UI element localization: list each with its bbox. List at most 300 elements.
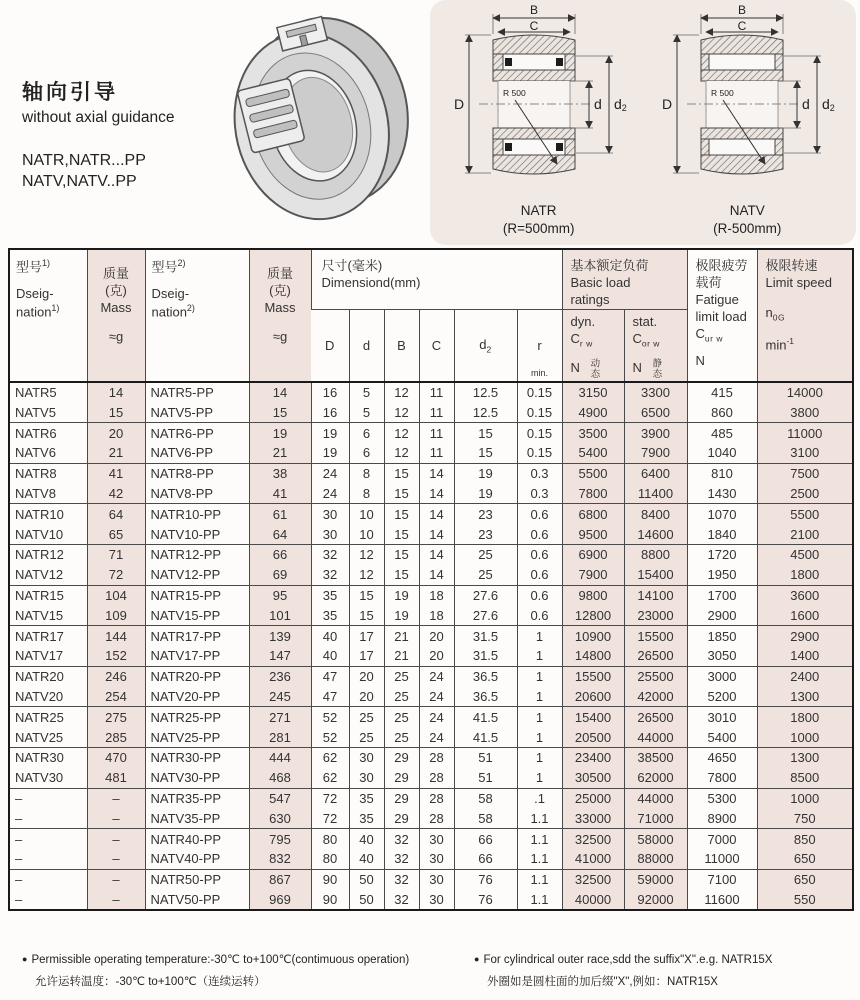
value-cell: 415 — [687, 382, 757, 402]
designation-cell: NATV5-PP — [145, 402, 249, 422]
value-cell: 1720 — [687, 545, 757, 565]
value-cell: 76 — [454, 869, 517, 889]
value-cell: 810 — [687, 463, 757, 483]
designation-cell: NATR5 — [15, 385, 57, 401]
value-cell: 9800 — [562, 585, 624, 605]
value-cell: 4900 — [562, 402, 624, 422]
designation-cell: – — [9, 829, 87, 849]
table-row — [9, 463, 853, 483]
designation-cell: NATR8-PP — [145, 463, 249, 483]
value-cell: 23400 — [562, 748, 624, 768]
value-cell: 4500 — [757, 545, 853, 565]
value-cell: 650 — [757, 869, 853, 889]
table-row — [9, 768, 853, 788]
value-cell: 88000 — [624, 849, 687, 869]
value-cell: 50 — [349, 869, 384, 889]
value-cell: 5400 — [562, 443, 624, 463]
value-cell: 0.15 — [517, 402, 562, 422]
value-cell: 14600 — [624, 524, 687, 544]
value-cell: 72 — [311, 808, 349, 828]
designation-cell: NATR10 — [9, 504, 87, 524]
value-cell: 485 — [687, 423, 757, 443]
value-cell: 11000 — [757, 423, 853, 443]
value-cell: 24 — [419, 687, 454, 707]
value-cell: 860 — [687, 402, 757, 422]
value-cell: 20 — [349, 687, 384, 707]
value-cell: 17 — [349, 626, 384, 646]
designation-cell: NATR5-PP — [145, 382, 249, 402]
value-cell: 3100 — [757, 443, 853, 463]
value-cell: 0.6 — [517, 585, 562, 605]
value-cell: 7800 — [562, 484, 624, 504]
value-cell: 29 — [384, 808, 419, 828]
value-cell: 36.5 — [454, 666, 517, 686]
value-cell: 30 — [419, 869, 454, 889]
value-cell: 18 — [419, 605, 454, 625]
natr-cross-section — [441, 4, 637, 206]
value-cell: 285 — [87, 727, 145, 747]
value-cell: 0.15 — [517, 382, 562, 402]
value-cell: 236 — [249, 666, 311, 686]
value-cell: 11 — [419, 443, 454, 463]
value-cell: 5500 — [757, 504, 853, 524]
value-cell: 32 — [384, 829, 419, 849]
dim-label-b: B — [738, 4, 747, 17]
value-cell: 25 — [384, 727, 419, 747]
value-cell: 19 — [249, 423, 311, 443]
designation-cell: NATV10 — [15, 526, 64, 542]
value-cell: 15 — [454, 423, 517, 443]
series-line-natv: NATV,NATV..PP — [22, 172, 137, 190]
dim-label-c: C — [737, 19, 747, 33]
value-cell: 62 — [311, 748, 349, 768]
value-cell: 65 — [87, 524, 145, 544]
value-cell: 14000 — [757, 382, 853, 402]
table-row — [9, 829, 853, 849]
value-cell: 25 — [349, 707, 384, 727]
table-row — [9, 402, 853, 422]
value-cell: 1 — [517, 707, 562, 727]
table-row — [9, 707, 853, 727]
value-cell: 109 — [87, 605, 145, 625]
table-row — [9, 565, 853, 585]
value-cell: 630 — [249, 808, 311, 828]
value-cell: 15 — [249, 402, 311, 422]
value-cell: 0.6 — [517, 504, 562, 524]
designation-cell: NATV17 — [15, 648, 64, 664]
value-cell: 66 — [454, 829, 517, 849]
table-row — [9, 504, 853, 524]
designation-cell: NATV40-PP — [145, 849, 249, 869]
designation-cell: NATR20 — [9, 666, 87, 686]
value-cell: 38500 — [624, 748, 687, 768]
value-cell: 72 — [87, 565, 145, 585]
value-cell: 40 — [311, 646, 349, 666]
value-cell: 35 — [311, 585, 349, 605]
table-row — [9, 748, 853, 768]
value-cell: 15 — [384, 463, 419, 483]
value-cell: 0.3 — [517, 484, 562, 504]
value-cell: 20 — [349, 666, 384, 686]
value-cell: 245 — [249, 687, 311, 707]
value-cell: 1.1 — [517, 808, 562, 828]
value-cell: 19 — [384, 585, 419, 605]
value-cell: 41.5 — [454, 727, 517, 747]
value-cell: 10900 — [562, 626, 624, 646]
value-cell: 71000 — [624, 808, 687, 828]
value-cell: 28 — [419, 748, 454, 768]
header-col-d2: $d_2$ — [454, 309, 517, 382]
designation-cell: NATV6-PP — [145, 443, 249, 463]
bearing-body — [213, 2, 430, 236]
designation-cell: NATR8 — [9, 463, 87, 483]
value-cell: 50 — [349, 890, 384, 910]
value-cell: 80 — [311, 829, 349, 849]
value-cell: 6500 — [624, 402, 687, 422]
value-cell: 51 — [454, 768, 517, 788]
dim-label-d: d — [802, 96, 811, 112]
designation-cell: NATV20-PP — [145, 687, 249, 707]
value-cell: 3010 — [687, 707, 757, 727]
value-cell: 750 — [757, 808, 853, 828]
value-cell: 41 — [249, 484, 311, 504]
value-cell: 66 — [454, 849, 517, 869]
value-cell: 5300 — [687, 788, 757, 808]
value-cell: 2100 — [757, 524, 853, 544]
value-cell: 21 — [384, 646, 419, 666]
natv-caption-radius: (R-500mm) — [713, 220, 782, 236]
value-cell: 47 — [311, 666, 349, 686]
value-cell: 40000 — [562, 890, 624, 910]
value-cell: 444 — [249, 748, 311, 768]
value-cell: 58 — [454, 808, 517, 828]
value-cell: 5200 — [687, 687, 757, 707]
table-row — [9, 545, 853, 565]
value-cell: 101 — [249, 605, 311, 625]
designation-cell: NATV50-PP — [145, 890, 249, 910]
value-cell: 470 — [87, 748, 145, 768]
designation-cell: NATV30 — [15, 770, 64, 786]
value-cell: 104 — [87, 585, 145, 605]
value-cell: 0.6 — [517, 545, 562, 565]
value-cell: 14 — [419, 565, 454, 585]
designation-cell: NATV25 — [15, 729, 64, 745]
header-col-D: D — [311, 309, 349, 382]
value-cell: 11600 — [687, 890, 757, 910]
value-cell: 15500 — [624, 626, 687, 646]
value-cell: 29 — [384, 788, 419, 808]
value-cell: 25 — [384, 666, 419, 686]
value-cell: 1 — [517, 646, 562, 666]
value-cell: – — [87, 890, 145, 910]
value-cell: 11000 — [687, 849, 757, 869]
diagram-panel — [430, 0, 856, 245]
value-cell: 0.6 — [517, 524, 562, 544]
value-cell: 8900 — [687, 808, 757, 828]
value-cell: 8500 — [757, 768, 853, 788]
value-cell: 25500 — [624, 666, 687, 686]
value-cell: 1 — [517, 687, 562, 707]
value-cell: 1840 — [687, 524, 757, 544]
value-cell: 30500 — [562, 768, 624, 788]
designation-cell: NATR20-PP — [145, 666, 249, 686]
designation-cell: NATV35-PP — [145, 808, 249, 828]
dim-label-d2: d2 — [613, 96, 627, 113]
series-line-natr: NATR,NATR...PP — [22, 152, 146, 169]
value-cell: 29 — [384, 748, 419, 768]
value-cell: 3600 — [757, 585, 853, 605]
value-cell: 15 — [349, 605, 384, 625]
value-cell: 10 — [349, 524, 384, 544]
value-cell: 11 — [419, 423, 454, 443]
series-designations — [22, 151, 175, 193]
designation-cell: NATR12-PP — [145, 545, 249, 565]
value-cell: 66 — [249, 545, 311, 565]
value-cell: 3500 — [562, 423, 624, 443]
table-row — [9, 443, 853, 463]
value-cell: 867 — [249, 869, 311, 889]
value-cell: 25 — [384, 707, 419, 727]
value-cell: 21 — [249, 443, 311, 463]
value-cell: 15500 — [562, 666, 624, 686]
value-cell: 36.5 — [454, 687, 517, 707]
table-row — [9, 423, 853, 443]
value-cell: 20 — [87, 423, 145, 443]
value-cell: 14 — [419, 463, 454, 483]
r500-label: R 500 — [711, 88, 734, 98]
value-cell: 0.15 — [517, 423, 562, 443]
value-cell: 51 — [454, 748, 517, 768]
value-cell: 139 — [249, 626, 311, 646]
table-row — [9, 687, 853, 707]
value-cell: 30 — [419, 829, 454, 849]
value-cell: 3000 — [687, 666, 757, 686]
value-cell: 31.5 — [454, 626, 517, 646]
value-cell: 12.5 — [454, 382, 517, 402]
designation-cell: NATV10-PP — [145, 524, 249, 544]
value-cell: 1 — [517, 768, 562, 788]
value-cell: 58 — [454, 788, 517, 808]
value-cell: – — [87, 829, 145, 849]
value-cell: 20 — [419, 646, 454, 666]
value-cell: 35 — [311, 605, 349, 625]
value-cell: 650 — [757, 849, 853, 869]
value-cell: 481 — [87, 768, 145, 788]
value-cell: 2900 — [687, 605, 757, 625]
value-cell: 1.1 — [517, 869, 562, 889]
value-cell: 3050 — [687, 646, 757, 666]
value-cell: 95 — [249, 585, 311, 605]
value-cell: 144 — [87, 626, 145, 646]
diagram-natr — [439, 4, 639, 237]
header-col-C: C — [419, 309, 454, 382]
value-cell: 271 — [249, 707, 311, 727]
value-cell: 4650 — [687, 748, 757, 768]
value-cell: 0.3 — [517, 463, 562, 483]
header-col-B: B — [384, 309, 419, 382]
value-cell: 32 — [311, 545, 349, 565]
value-cell: 35 — [349, 788, 384, 808]
header-limit-speed: 极限转速 Limit speed $n_{0G}$ $\min^{-1}$ — [757, 249, 853, 382]
table-row — [9, 808, 853, 828]
value-cell: 30 — [311, 504, 349, 524]
value-cell: 52 — [311, 727, 349, 747]
value-cell: 92000 — [624, 890, 687, 910]
note-temperature — [22, 950, 458, 994]
value-cell: 14 — [419, 545, 454, 565]
designation-cell: NATR15-PP — [145, 585, 249, 605]
value-cell: 19 — [454, 484, 517, 504]
value-cell: 25000 — [562, 788, 624, 808]
header-col-stat: stat. $C_{or w}$ N 静态 — [624, 309, 687, 382]
value-cell: 33000 — [562, 808, 624, 828]
value-cell: 44000 — [624, 788, 687, 808]
dim-label-D: D — [662, 96, 673, 112]
value-cell: 1040 — [687, 443, 757, 463]
value-cell: 40 — [349, 849, 384, 869]
value-cell: 1.1 — [517, 890, 562, 910]
table-row — [9, 585, 853, 605]
bearing-3d-svg — [205, 2, 440, 242]
value-cell: 38 — [249, 463, 311, 483]
value-cell: 32 — [384, 849, 419, 869]
table-row — [9, 605, 853, 625]
value-cell: 90 — [311, 869, 349, 889]
value-cell: 15 — [384, 504, 419, 524]
value-cell: – — [87, 788, 145, 808]
value-cell: 32500 — [562, 869, 624, 889]
value-cell: 6 — [349, 443, 384, 463]
value-cell: 1950 — [687, 565, 757, 585]
value-cell: 20 — [419, 626, 454, 646]
header-mass-2: 质量 (克) Mass ≈g — [249, 249, 311, 382]
value-cell: 6 — [349, 423, 384, 443]
header-mass-1: 质量 (克) Mass ≈g — [87, 249, 145, 382]
value-cell: 58000 — [624, 829, 687, 849]
designation-cell: NATV5 — [15, 404, 56, 420]
header-fatigue-limit-load: 极限疲劳 载荷 Fatigue limit load $C_{ur w}$ N — [687, 249, 757, 382]
value-cell: 254 — [87, 687, 145, 707]
value-cell: 27.6 — [454, 585, 517, 605]
value-cell: 61 — [249, 504, 311, 524]
title-block — [22, 76, 175, 193]
value-cell: 26500 — [624, 707, 687, 727]
value-cell: 28 — [419, 768, 454, 788]
value-cell: 3800 — [757, 402, 853, 422]
value-cell: 1 — [517, 748, 562, 768]
note-temperature-en: ● Permissible operating temperature:-30℃ to+100℃(contimuous operation) — [22, 954, 410, 966]
value-cell: 468 — [249, 768, 311, 788]
value-cell: 15400 — [562, 707, 624, 727]
designation-cell: NATV6 — [15, 445, 56, 461]
value-cell: 15 — [384, 545, 419, 565]
header-col-dyn: dyn. $C_{r w}$ N 动态 — [562, 309, 624, 382]
value-cell: 24 — [311, 463, 349, 483]
value-cell: 42000 — [624, 687, 687, 707]
value-cell: 44000 — [624, 727, 687, 747]
value-cell: 30 — [349, 748, 384, 768]
value-cell: 27.6 — [454, 605, 517, 625]
designation-cell: NATR15 — [9, 585, 87, 605]
designation-cell: NATV30-PP — [145, 768, 249, 788]
designation-cell: NATR25 — [9, 707, 87, 727]
value-cell: 14100 — [624, 585, 687, 605]
designation-cell: NATR50-PP — [145, 869, 249, 889]
value-cell: 1000 — [757, 727, 853, 747]
value-cell: 8 — [349, 463, 384, 483]
value-cell: 1430 — [687, 484, 757, 504]
value-cell: 15 — [454, 443, 517, 463]
value-cell: 14 — [87, 382, 145, 402]
designation-cell: NATV12 — [15, 567, 64, 583]
table-row — [9, 382, 853, 402]
value-cell: 1300 — [757, 687, 853, 707]
value-cell: 32500 — [562, 829, 624, 849]
value-cell: 11 — [419, 402, 454, 422]
value-cell: 64 — [87, 504, 145, 524]
value-cell: 8800 — [624, 545, 687, 565]
designation-cell: NATV8-PP — [145, 484, 249, 504]
table-row — [9, 727, 853, 747]
value-cell: 19 — [384, 605, 419, 625]
designation-cell: NATV25-PP — [145, 727, 249, 747]
value-cell: 1300 — [757, 748, 853, 768]
value-cell: 5400 — [687, 727, 757, 747]
value-cell: 30 — [419, 849, 454, 869]
value-cell: 20500 — [562, 727, 624, 747]
table-row — [9, 524, 853, 544]
table-row — [9, 788, 853, 808]
designation-cell: NATR17-PP — [145, 626, 249, 646]
value-cell: 69 — [249, 565, 311, 585]
value-cell: 20600 — [562, 687, 624, 707]
header-col-r: r min. — [517, 309, 562, 382]
designation-cell: NATV15 — [15, 607, 64, 623]
value-cell: 15 — [349, 585, 384, 605]
designation-cell: – — [9, 788, 87, 808]
designation-cell: – — [15, 810, 23, 826]
footnotes — [22, 950, 844, 994]
designation-cell: NATR6-PP — [145, 423, 249, 443]
value-cell: 1 — [517, 626, 562, 646]
page-title-chinese: 轴向引导 — [22, 81, 118, 104]
value-cell: 15 — [384, 524, 419, 544]
header-dimensions: 尺寸(毫米) Dimensiond(mm) — [311, 249, 562, 309]
value-cell: 16 — [311, 402, 349, 422]
value-cell: 1400 — [757, 646, 853, 666]
table-row — [9, 484, 853, 504]
dim-label-D: D — [453, 96, 464, 112]
value-cell: 12 — [384, 423, 419, 443]
natv-cross-section — [649, 4, 845, 206]
designation-cell: NATR6 — [9, 423, 87, 443]
value-cell: 21 — [87, 443, 145, 463]
value-cell: 1.1 — [517, 849, 562, 869]
value-cell: 969 — [249, 890, 311, 910]
value-cell: 19 — [311, 423, 349, 443]
designation-cell: NATV20 — [15, 689, 64, 705]
value-cell: 12 — [384, 382, 419, 402]
value-cell: 14 — [419, 524, 454, 544]
designation-cell: NATV8 — [15, 486, 56, 502]
bearing-data-table — [8, 248, 854, 911]
page-title-english: without axial guidance — [22, 109, 175, 126]
diagram-natv — [647, 4, 847, 237]
value-cell: 7000 — [687, 829, 757, 849]
table-row — [9, 666, 853, 686]
r500-label: R 500 — [502, 88, 526, 98]
header-designation-2: 型号$^{2)}$ Dseig- nation$^{2)}$ — [145, 249, 249, 382]
